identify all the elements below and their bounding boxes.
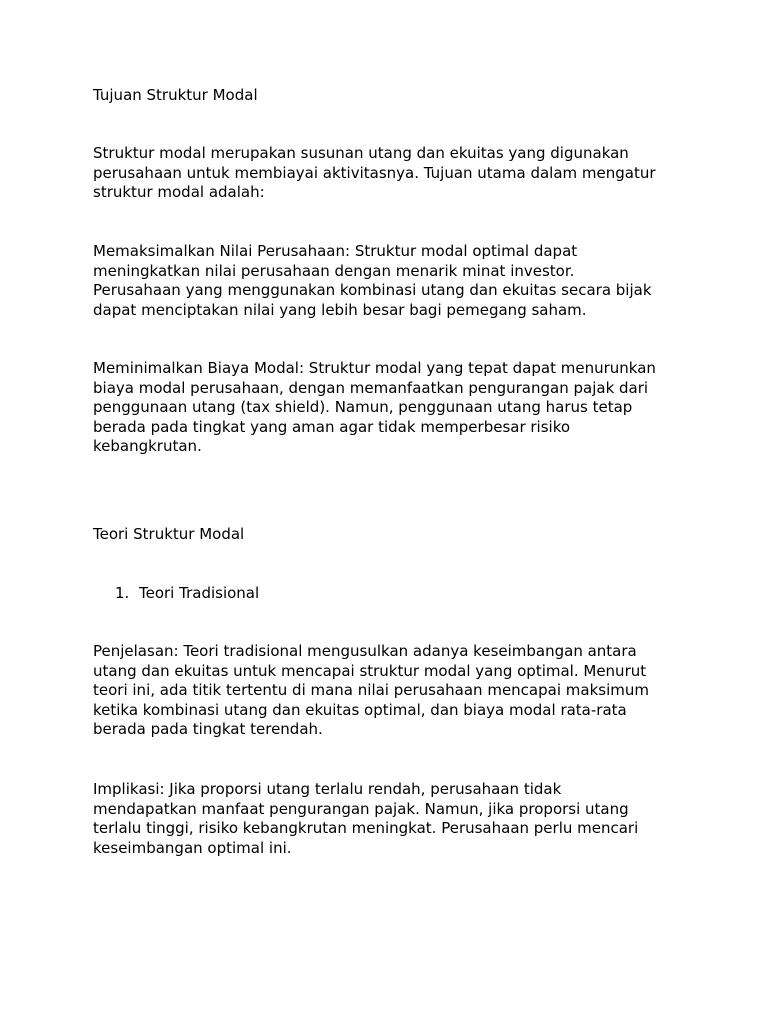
paragraph-line: berada pada tingkat yang aman agar tidak memperbesar risiko — [93, 417, 571, 436]
paragraph-line: Implikasi: Jika proporsi utang terlalu rendah, perusahaan tidak — [93, 780, 562, 798]
paragraph-line: ketika kombinasi utang dan ekuitas optimal, dan biaya modal rata-rata — [93, 700, 627, 719]
paragraph-meminimalkan — [93, 359, 693, 457]
heading-text: Tujuan Struktur Modal — [93, 86, 258, 104]
heading-teori — [93, 525, 693, 545]
paragraph-line: mendapatkan manfaat pengurangan pajak. Namun, jika proporsi utang — [93, 799, 629, 818]
paragraph-line: Penjelasan: Teori tradisional mengusulkan adanya keseimbangan antara — [93, 642, 637, 660]
paragraph-line: berada pada tingkat terendah. — [93, 720, 323, 739]
paragraph-line: biaya modal perusahaan, dengan memanfaatkan pengurangan pajak dari — [93, 378, 649, 397]
paragraph-line: teori ini, ada titik tertentu di mana nilai perusahaan mencapai maksimum — [93, 681, 649, 700]
paragraph-line: dapat menciptakan nilai yang lebih besar bagi pemegang saham. — [93, 300, 587, 319]
paragraph-line: Struktur modal merupakan susunan utang dan ekuitas yang digunakan — [93, 144, 629, 162]
heading-tujuan — [93, 86, 693, 106]
paragraph-line: Memaksimalkan Nilai Perusahaan: Struktur modal optimal dapat — [93, 242, 578, 260]
paragraph-line: Meminimalkan Biaya Modal: Struktur modal yang tepat dapat menurunkan — [93, 359, 656, 377]
paragraph-line: utang dan ekuitas untuk mencapai struktur modal yang optimal. Menurut — [93, 661, 647, 680]
paragraph-line: kebangkrutan. — [93, 437, 202, 456]
paragraph-line: perusahaan untuk membiayai aktivitasnya. Tujuan utama dalam mengatur — [93, 163, 656, 182]
paragraph-line: keseimbangan optimal ini. — [93, 838, 292, 857]
heading-text: Teori Struktur Modal — [93, 525, 245, 543]
paragraph-line: struktur modal adalah: — [93, 183, 265, 202]
paragraph-line: penggunaan utang (tax shield). Namun, penggunaan utang harus tetap — [93, 398, 633, 417]
paragraph-implikasi — [93, 780, 693, 858]
paragraph-penjelasan — [93, 642, 693, 740]
list-label: Teori Tradisional — [139, 584, 260, 602]
list-item-teori-tradisional — [115, 584, 259, 604]
paragraph-intro — [93, 144, 693, 203]
paragraph-line: Perusahaan yang menggunakan kombinasi utang dan ekuitas secara bijak — [93, 281, 652, 300]
paragraph-line: terlalu tinggi, risiko kebangkrutan meningkat. Perusahaan perlu mencari — [93, 819, 639, 838]
list-number: 1. — [115, 584, 130, 602]
paragraph-line: meningkatkan nilai perusahaan dengan menarik minat investor. — [93, 261, 575, 280]
paragraph-memaksimalkan — [93, 242, 693, 320]
